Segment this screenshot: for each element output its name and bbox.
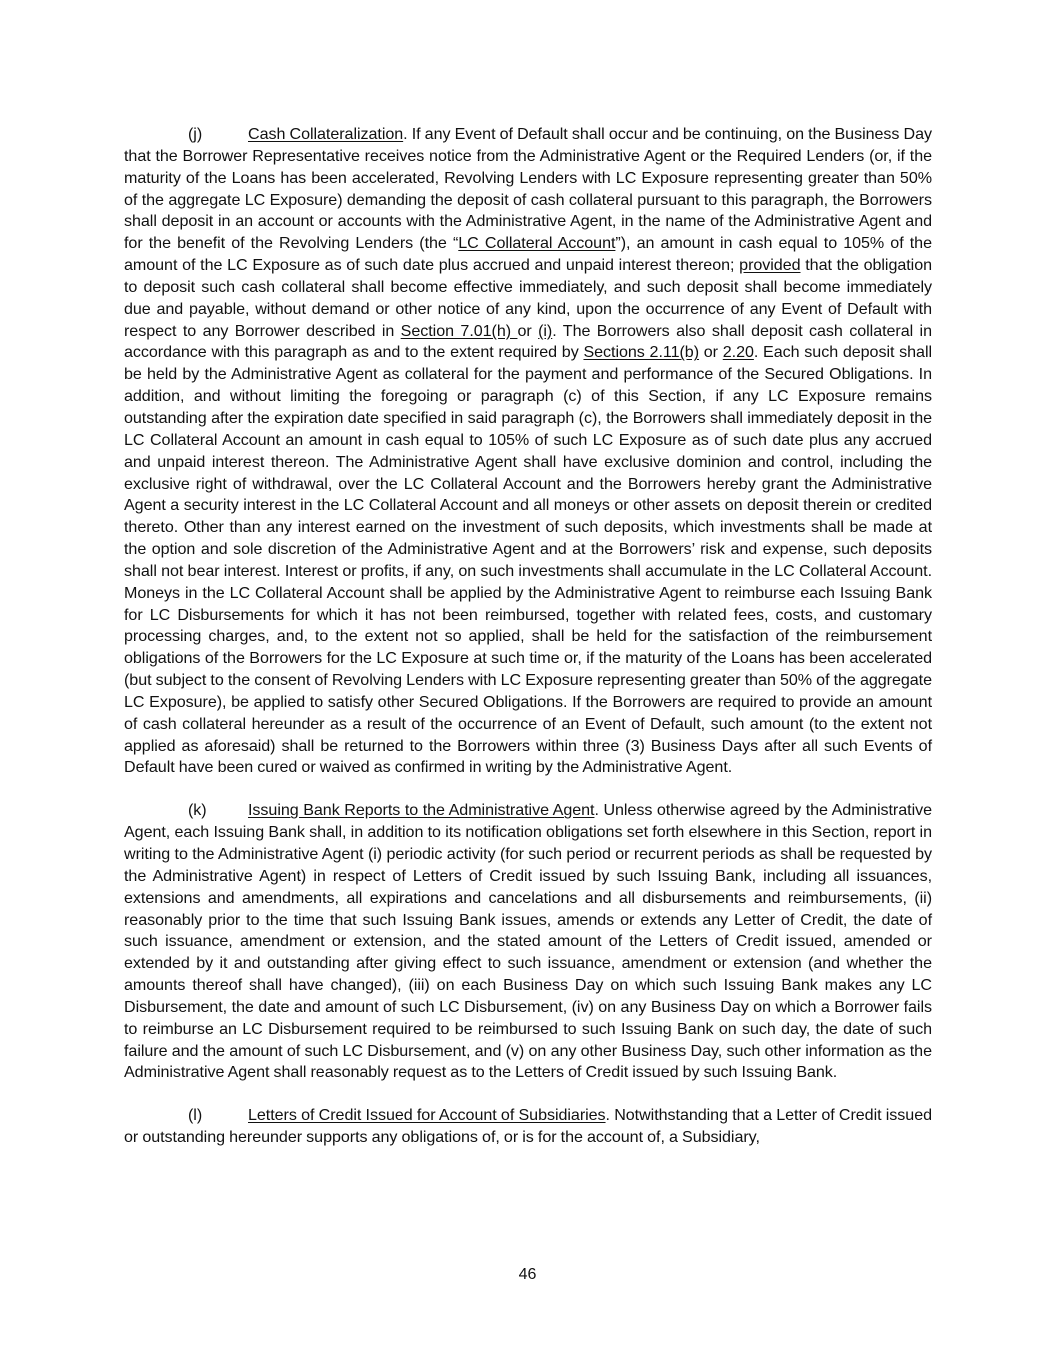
paragraph-text: . Each such deposit shall be held by the Administrative Agent as collateral for the payment and performance of the Secured Obligations. In addition, and without limiting the foregoing or paragraph (c) of this Section, if any LC Exposure remains outstanding after the expiration date specified in said paragraph (c), the Borrowers shall immediately deposit in the LC Collateral Account an amount in cash equal to 105% of such LC Exposure as of such date plus any accrued and unpaid interest thereon. The Administrative Agent shall have exclusive dominion and control, including the exclusive right of withdrawal, over the LC Collateral Account and the Borrowers hereby grant the Administrative Agent a security interest in the LC Collateral Account and all moneys or other assets on deposit therein or credited thereto. Other than any interest earned on the investment of such deposits, which investments shall be made at the option and sole discretion of the Administrative Agent and at the Borrowers’ risk and expense, such deposits shall not bear interest. Interest or profits, if any, on such investments shall accumulate in the LC Collateral Account. Moneys in the LC Collateral Account shall be applied by the Administrative Agent to reimburse each Issuing Bank for LC Disbursements for which it has not been reimbursed, together with related fees, costs, and customary processing charges, and, to the extent not so applied, shall be held for the satisfaction of the reimbursement obligations of the Borrowers for the LC Exposure at such time or, if the maturity of the Loans has been accelerated (but subject to the consent of Revolving Lenders with LC Exposure representing greater than 50% of the aggregate LC Exposure), be applied to satisfy other Secured Obligations. If the Borrowers are required to provide an amount of cash collateral hereunder as a result of the occurrence of an Event of Default, such amount (to the extent not applied as aforesaid) shall be returned to the Borrowers within three (3) Business Days after all such Events of Default have been cured or waived as confirmed in writing by the Administrative Agent. <box>124 343 932 777</box>
paragraph-marker: (j) <box>188 125 203 143</box>
section-reference: (i) <box>538 321 553 340</box>
paragraph-text: ”), an amount in cash equal to 105% of the amount of the LC Exposure as of such date plus accrued and unpaid interest thereon; <box>124 234 932 275</box>
paragraph-text: that the obligation to deposit such cash collateral shall become effective immediately, and such deposit shall become immediately due and payable, without demand or other notice of any kind, upon the occurrence of any Event of Default with respect to any Borrower described in <box>124 256 932 340</box>
section-reference: 2.20 <box>722 343 754 362</box>
section-heading: Cash Collateralization <box>248 125 404 143</box>
section-reference: Section 7.01(h) <box>400 321 518 340</box>
document-page <box>124 124 932 1149</box>
paragraph-text: or <box>699 343 723 362</box>
paragraph-text: . Notwithstanding that a Letter of Credit issued or outstanding hereunder supports any obligations of, or is for the account of, a Subsidiary, <box>124 1106 932 1147</box>
section-heading: Letters of Credit Issued for Account of Subsidiaries <box>248 1106 606 1125</box>
paragraph-marker: (k) <box>188 801 207 820</box>
paragraph-k <box>124 800 932 1084</box>
paragraph-l <box>124 1105 932 1149</box>
section-reference: Sections 2.11(b) <box>583 343 700 362</box>
paragraph-text: . If any Event of Default shall occur and be continuing, on the Business Day that the Borrower Representative receives notice from the Administrative Agent or the Required Lenders (or, if the maturity of the Loans has been accelerated, Revolving Lenders with LC Exposure representing greater than 50% of the aggregate LC Exposure) demanding the deposit of cash collateral pursuant to this paragraph, the Borrowers shall deposit in an account or accounts with the Administrative Agent, in the name of the Administrative Agent and for the benefit of the Revolving Lenders (the “ <box>124 125 932 253</box>
page-number: 46 <box>518 1266 537 1283</box>
paragraph-text: . The Borrowers also shall deposit cash collateral in accordance with this paragraph as and to the extent required by <box>124 321 932 362</box>
paragraph-j <box>124 124 932 779</box>
proviso-term: provided <box>739 256 801 275</box>
paragraph-marker: (l) <box>188 1106 203 1125</box>
section-heading: Issuing Bank Reports to the Administrative Agent <box>248 801 595 820</box>
defined-term: LC Collateral Account <box>458 234 616 253</box>
paragraph-text: or <box>517 321 539 340</box>
paragraph-text: . Unless otherwise agreed by the Administrative Agent, each Issuing Bank shall, in addition to its notification obligations set forth elsewhere in this Section, report in writing to the Administrative Agent (i) periodic activity (for such period or recurrent periods as shall be requested by the Administrative Agent) in respect of Letters of Credit issued by such Issuing Bank, including all issuances, extensions and amendments, all expirations and cancelations and all disbursements and reimbursements, (ii) reasonably prior to the time that such Issuing Bank issues, amends or extends any Letter of Credit, the date of such issuance, amendment or extension, and the stated amount of the Letters of Credit issued, amended or extended by it and outstanding after giving effect to such issuance, amendment or extension (and whether the amounts thereof shall have changed), (iii) on each Business Day on which such Issuing Bank makes any LC Disbursement, the date and amount of such LC Disbursement, (iv) on any Business Day on which a Borrower fails to reimburse an LC Disbursement required to be reimbursed to such Issuing Bank on such day, the date of such failure and the amount of such LC Disbursement, and (v) on any other Business Day, such other information as the Administrative Agent shall reasonably request as to the Letters of Credit issued by such Issuing Bank. <box>124 801 932 1082</box>
